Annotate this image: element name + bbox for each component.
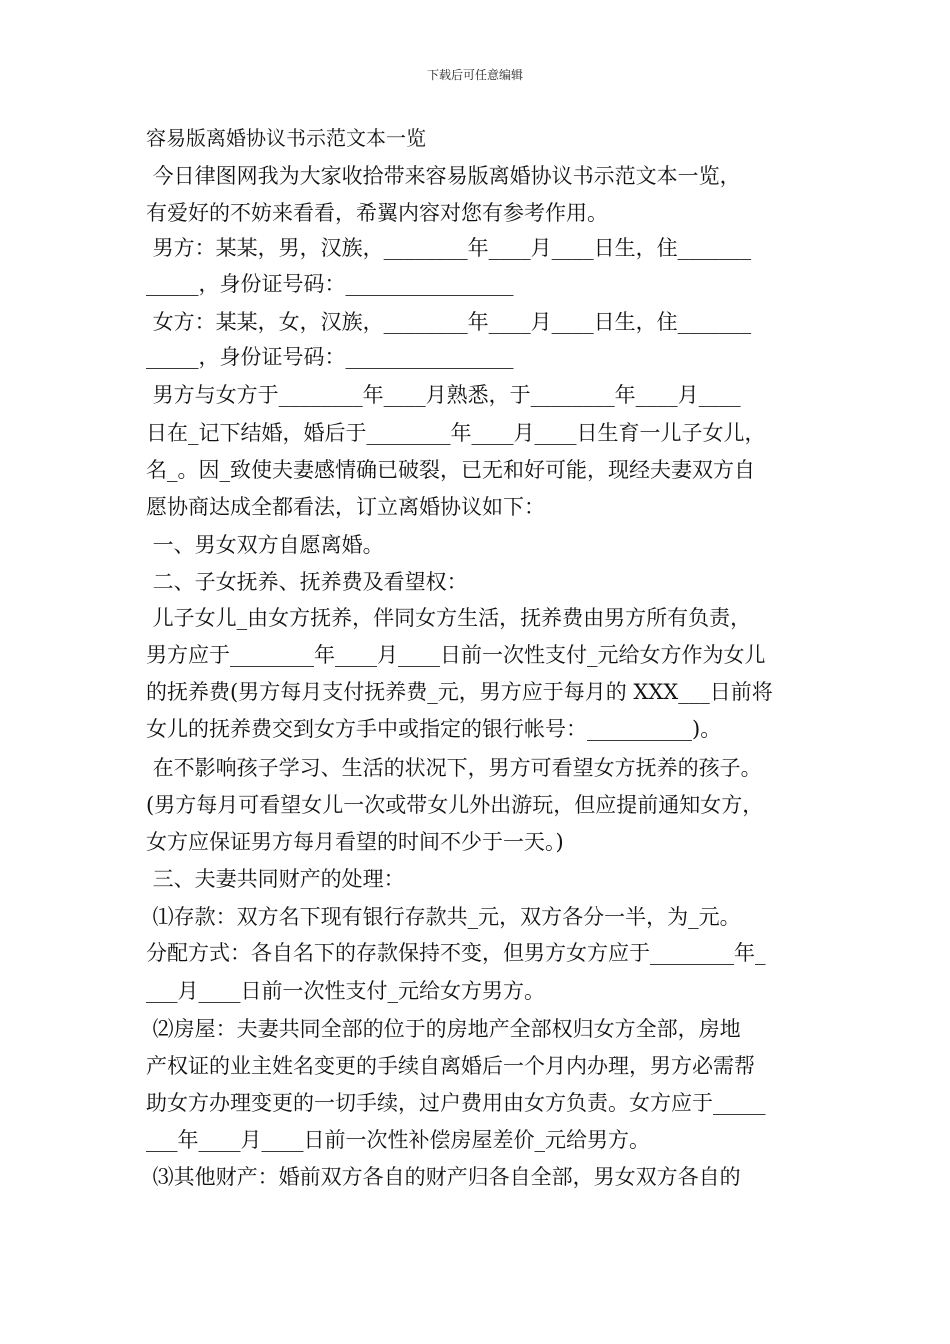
paragraph-line: ___年____月____日前一次性补偿房屋差价_元给男方。	[146, 1128, 650, 1152]
paragraph-line: ___月____日前一次性支付_元给女方男方。	[146, 979, 545, 1003]
paragraph-line: 女方应保证男方每月看望的时间不少于一天。)	[146, 830, 564, 854]
paragraph-line: ⑵房屋：夫妻共同全部的位于的房地产全部权归女方全部，房地	[146, 1017, 741, 1041]
paragraph-line: 愿协商达成全都看法，订立离婚协议如下：	[146, 495, 545, 519]
paragraph-line: 女方：某某，女，汉族，________年____月____日生，住_______	[146, 310, 752, 334]
paragraph-line: 今日律图网我为大家收拾带来容易版离婚协议书示范文本一览，	[146, 164, 741, 188]
paragraph-line: 男方与女方于________年____月熟悉，于________年____月____	[146, 383, 741, 407]
paragraph-line: 名_。因_致使夫妻感情确已破裂，已无和好可能，现经夫妻双方自	[146, 458, 755, 482]
paragraph-line: 的抚养费(男方每月支付抚养费_元，男方应于每月的 XXX___日前将	[146, 680, 773, 704]
paragraph-line: 女儿的抚养费交到女方手中或指定的银行帐号：__________)。	[146, 717, 722, 741]
paragraph-line: 儿子女儿_由女方抚养，伴同女方生活，抚养费由男方所有负责，	[146, 606, 752, 630]
page-header: 下载后可任意编辑	[426, 68, 523, 82]
paragraph-line: _____，身份证号码：________________	[146, 272, 514, 296]
paragraph-line: 男方应于________年____月____日前一次性支付_元给女方作为女儿	[146, 643, 766, 667]
paragraph-line: ⑴存款：双方名下现有银行存款共_元，双方各分一半，为_元。	[146, 905, 741, 929]
paragraph-line: 在不影响孩子学习、生活的状况下，男方可看望女方抚养的孩子。	[146, 756, 762, 780]
paragraph-line: _____，身份证号码：________________	[146, 345, 514, 369]
section-heading: 三、夫妻共同财产的处理：	[146, 867, 405, 891]
paragraph-line: (男方每月可看望女儿一次或带女儿外出游玩，但应提前通知女方，	[146, 793, 764, 817]
paragraph-line: 有爱好的不妨来看看，希翼内容对您有参考作用。	[146, 201, 608, 225]
document-title: 容易版离婚协议书示范文本一览	[146, 126, 426, 150]
section-heading: 二、子女抚养、抚养费及看望权：	[146, 570, 468, 594]
paragraph-line: ⑶其他财产：婚前双方各自的财产归各自全部，男女双方各自的	[146, 1165, 741, 1189]
paragraph-line: 分配方式：各自名下的存款保持不变，但男方女方应于________年_	[146, 941, 766, 965]
paragraph-line: 男方：某某，男，汉族，________年____月____日生，住_______	[146, 236, 752, 260]
paragraph-line: 助女方办理变更的一切手续，过户费用由女方负责。女方应于_____	[146, 1091, 766, 1115]
paragraph-line: 日在_记下结婚，婚后于________年____月____日生育一儿子女儿，	[146, 421, 766, 445]
section-heading: 一、男女双方自愿离婚。	[146, 533, 384, 557]
paragraph-line: 产权证的业主姓名变更的手续自离婚后一个月内办理，男方必需帮	[146, 1054, 755, 1078]
